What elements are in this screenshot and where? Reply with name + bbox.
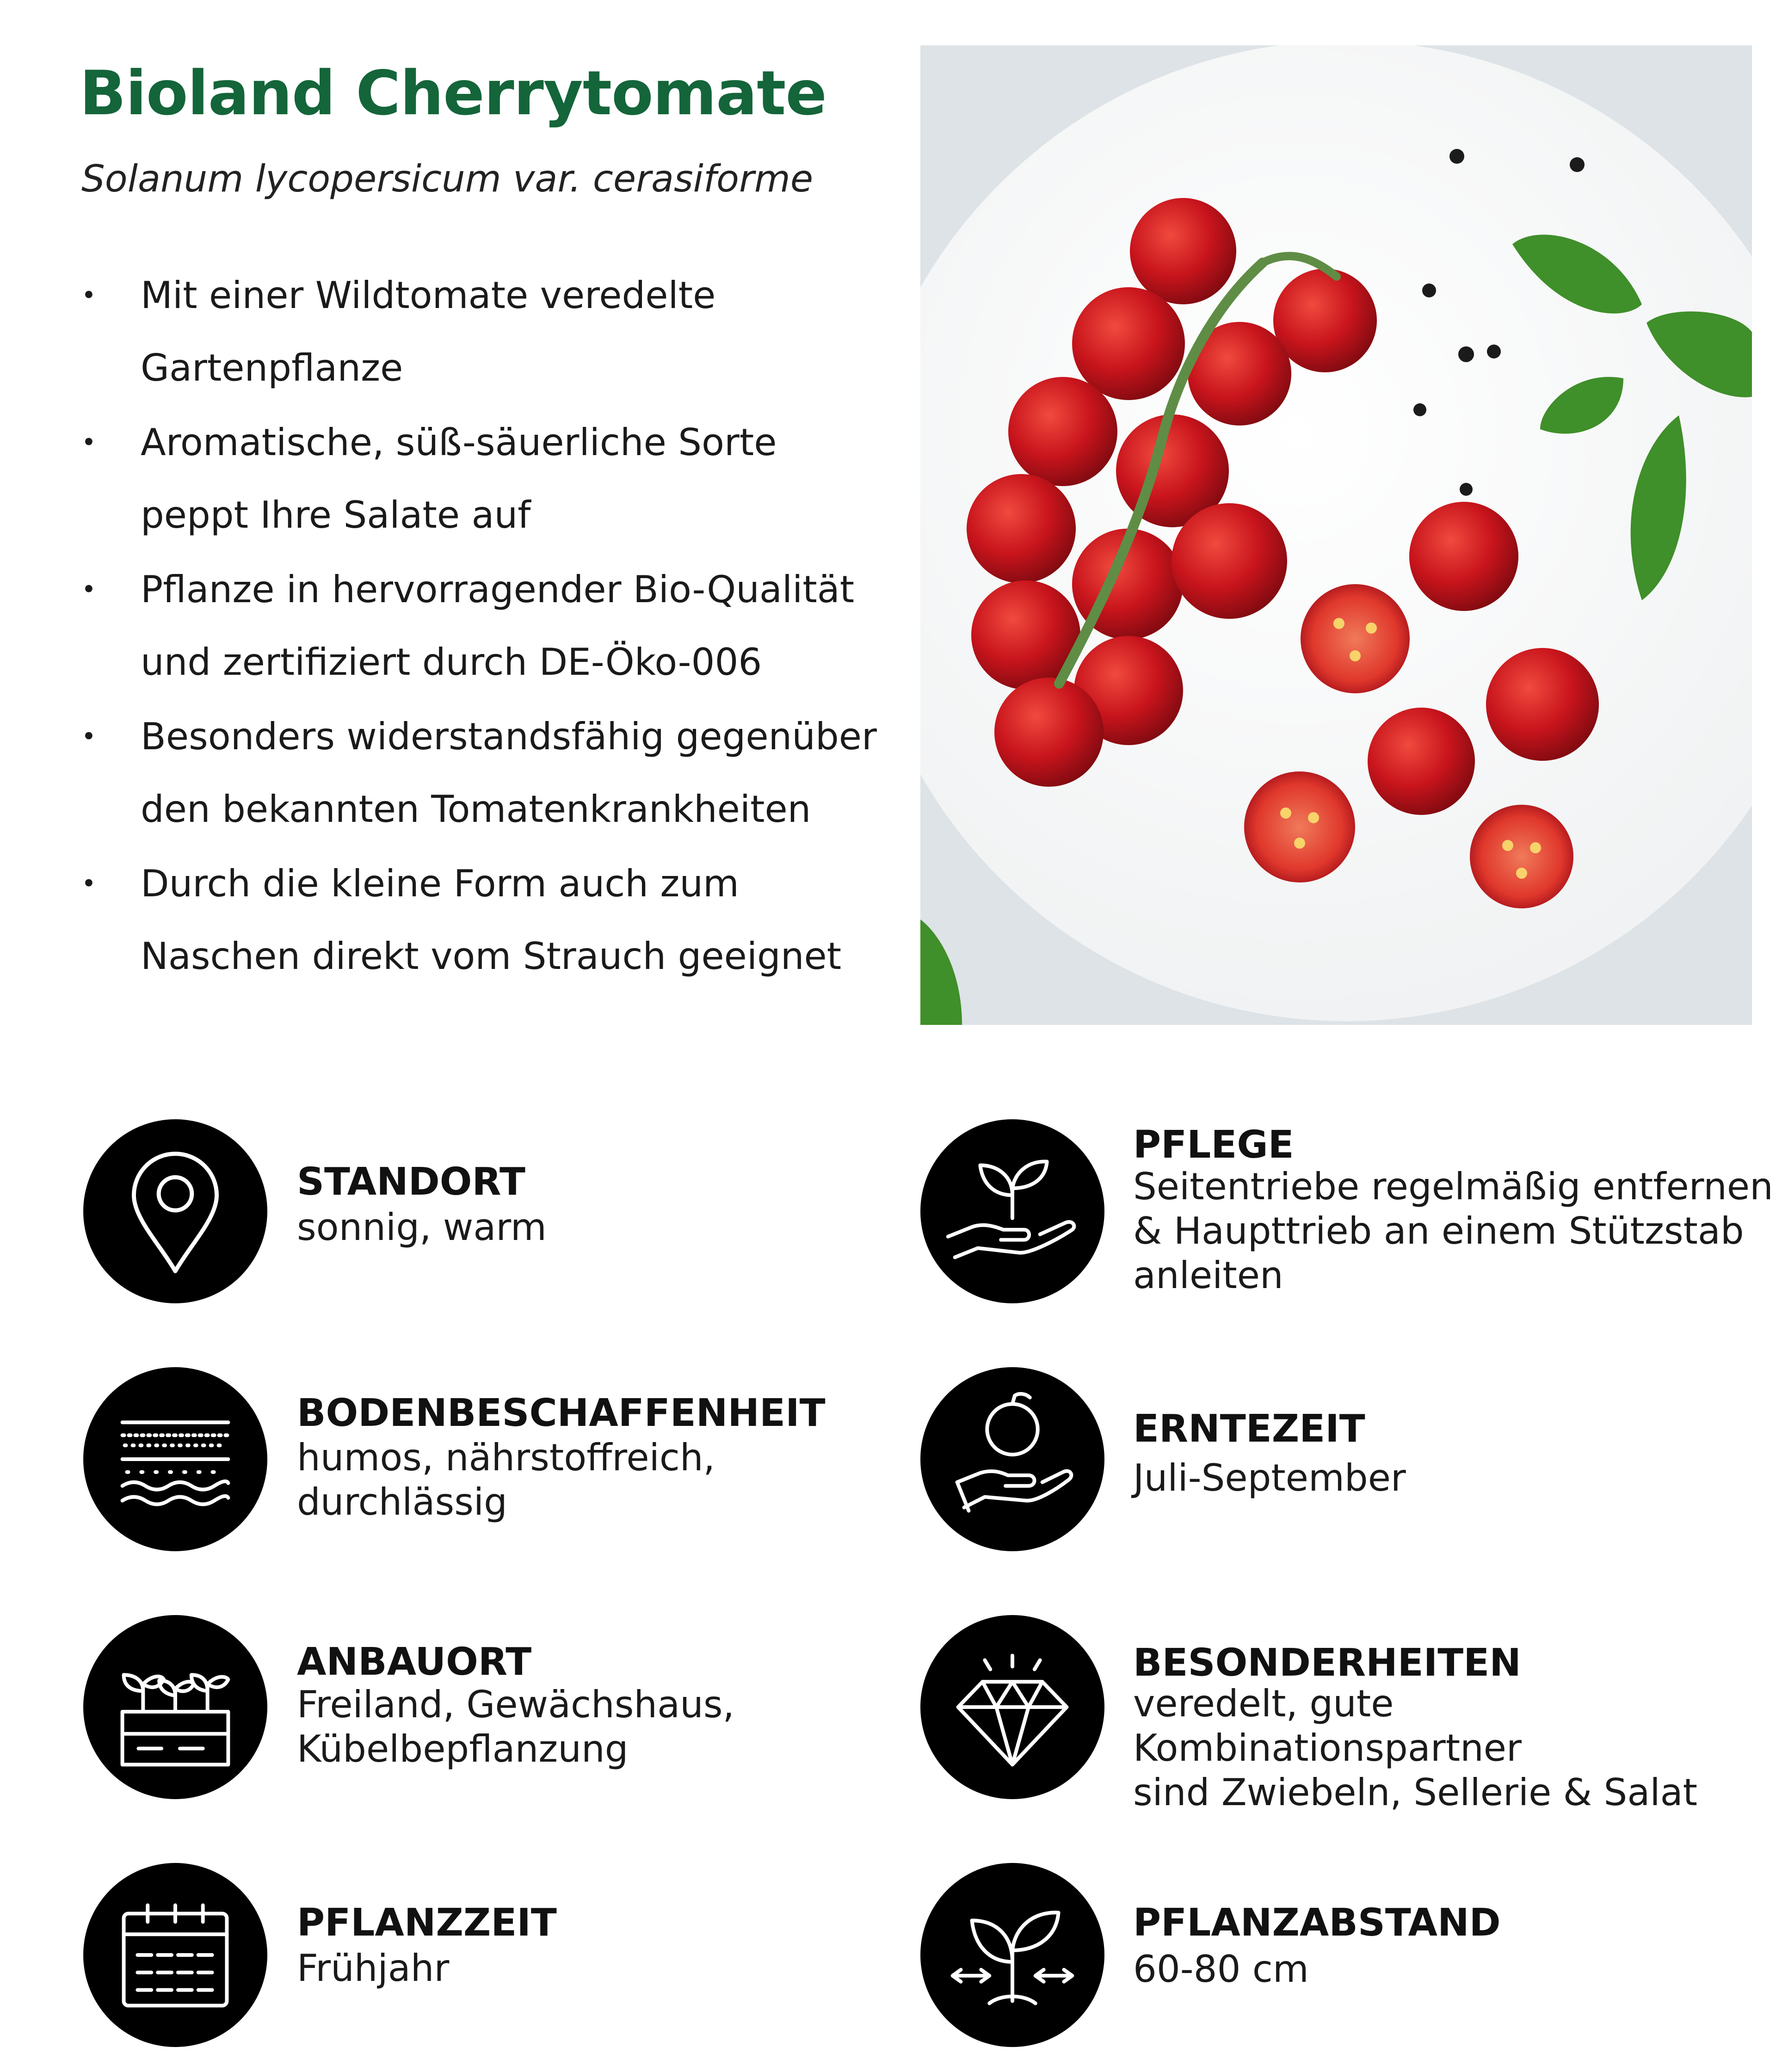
bullet-icon: • — [81, 281, 96, 310]
pflanzzeit-value: Frühjahr — [297, 1947, 450, 1990]
list-item: • Aromatische, süß-säuerliche Sorte peppt Ihre Salate auf — [81, 406, 905, 551]
boden-label: BODENBESCHAFFENHEIT — [297, 1391, 826, 1435]
list-item: • Besonders widerstandsfähig gegenüber den bekannten Tomatenkrankheiten — [81, 700, 905, 845]
pflanzzeit-label: PFLANZZEIT — [297, 1901, 557, 1945]
bullet-icon: • — [81, 869, 96, 898]
anbauort-value: Freiland, Gewächshaus, Kübelbepflanzung — [297, 1683, 734, 1770]
pflege-label: PFLEGE — [1133, 1123, 1294, 1167]
pflanzabstand-label: PFLANZABSTAND — [1133, 1901, 1501, 1945]
list-item: • Mit einer Wildtomate veredelte Gartenpflanze — [81, 259, 905, 404]
botanical-name: Solanum lycopersicum var. cerasiforme — [81, 157, 814, 200]
pflanzabstand-value: 60-80 cm — [1133, 1948, 1309, 1991]
erntezeit-label: ERNTEZEIT — [1133, 1407, 1365, 1451]
standort-label: STANDORT — [297, 1160, 525, 1204]
bullet-icon: • — [81, 428, 96, 457]
hand-fruit-icon — [920, 1367, 1104, 1551]
boden-value: humos, nährstoffreich, durchlässig — [297, 1436, 715, 1523]
hand-seedling-icon — [920, 1119, 1104, 1303]
bullet-icon: • — [81, 722, 96, 751]
anbauort-label: ANBAUORT — [297, 1640, 532, 1684]
plant-spacing-icon — [920, 1863, 1104, 2047]
product-title: Bioland Cherrytomate — [80, 58, 826, 129]
besonderheiten-value: veredelt, gute Kombinationspartner sind Zwiebeln, Sellerie & Salat — [1133, 1682, 1697, 1814]
product-photo — [920, 45, 1752, 1025]
standort-value: sonnig, warm — [297, 1206, 547, 1249]
diamond-icon — [920, 1615, 1104, 1799]
erntezeit-value: Juli-September — [1133, 1456, 1406, 1499]
soil-layers-icon — [83, 1367, 267, 1551]
tomato-illustration — [920, 45, 1752, 1025]
feature-list — [81, 259, 905, 994]
location-pin-icon — [83, 1119, 267, 1303]
pflege-value: Seitentriebe regelmäßig entfernen & Haupttrieb an einem Stützstab anleiten — [1133, 1165, 1773, 1297]
list-item: • Durch die kleine Form auch zum Naschen direkt vom Strauch geeignet — [81, 847, 905, 993]
bullet-icon: • — [81, 575, 96, 604]
calendar-icon — [83, 1863, 267, 2047]
list-item: • Pflanze in hervorragender Bio-Qualität und zertifiziert durch DE-Öko-006 — [81, 553, 905, 698]
besonderheiten-label: BESONDERHEITEN — [1133, 1641, 1521, 1685]
planter-box-icon — [83, 1615, 267, 1799]
